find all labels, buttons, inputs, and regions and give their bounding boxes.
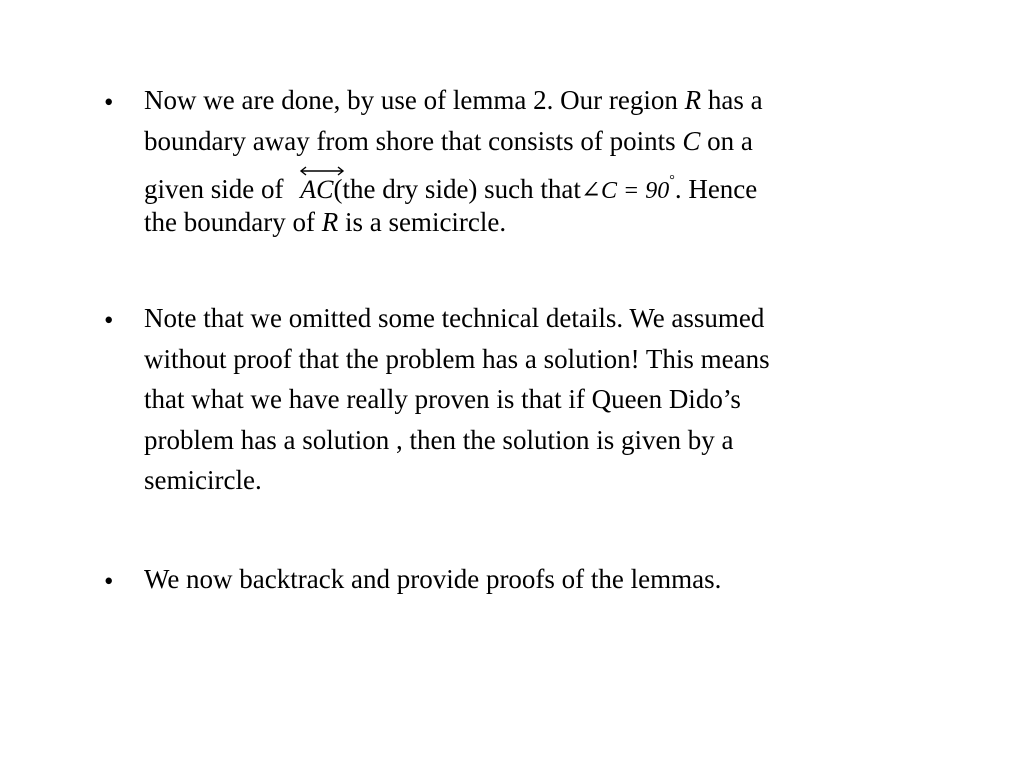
bullet-2-line-4: problem has a solution , then the solution is given by a [144, 424, 734, 455]
line-ac-with-arrow: AC [300, 169, 333, 211]
point-symbol: C [682, 125, 701, 156]
bullet-text-3 [144, 559, 944, 600]
bullet-2-line-1: Note that we omitted some technical details. We assumed [144, 303, 765, 333]
bullet-text-2 [144, 298, 944, 501]
bullet-marker: • [104, 566, 114, 596]
degree-sign: ° [669, 173, 675, 188]
bullet-1-line-4: the boundary of R is a semicircle. [144, 206, 507, 237]
bullet-1-line-1: Now we are done, by use of lemma 2. Our region R has a [144, 85, 763, 115]
bullet-3-line-1: We now backtrack and provide proofs of the lemmas. [144, 564, 722, 594]
bullet-1-line-3: given side of AC(the dry side) such that∠C = 90°. Hence [144, 161, 944, 202]
bullet-marker: • [104, 305, 114, 335]
angle-equation: ∠C = 90 [580, 178, 670, 204]
bullet-1-line-2: boundary away from shore that consists of points C on a [144, 125, 753, 156]
bullet-marker: • [104, 87, 114, 117]
region-symbol: R [684, 85, 702, 115]
bullet-2-line-2: without proof that the problem has a solution! This means [144, 343, 770, 374]
bullet-2-line-3: that what we have really proven is that if Queen Dido’s [144, 384, 741, 414]
bullet-2-line-5: semicircle. [144, 465, 262, 495]
bullet-text-1 [144, 80, 944, 242]
region-symbol: R [321, 206, 339, 237]
double-arrow-icon [298, 165, 346, 177]
